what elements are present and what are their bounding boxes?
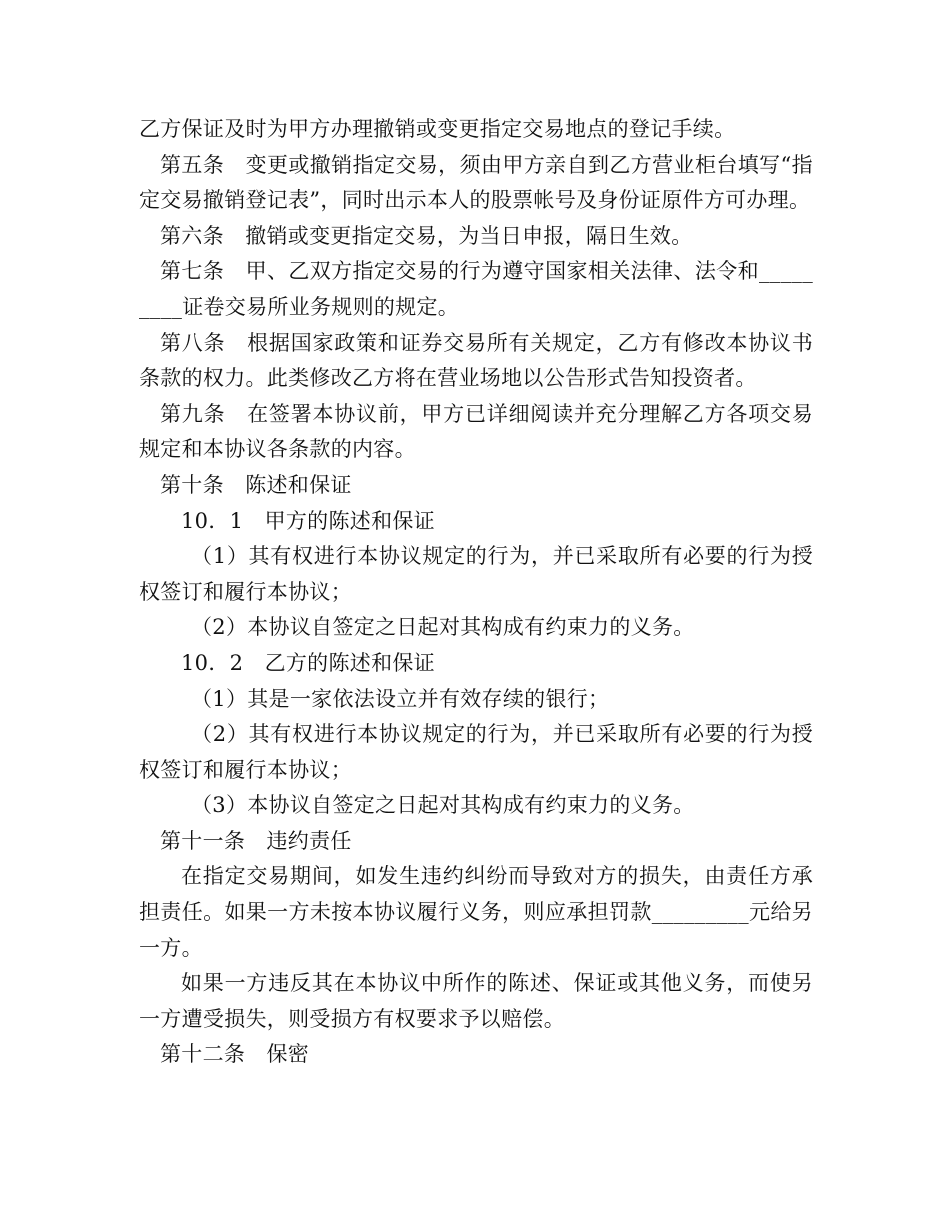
- paragraph-article-5: 第五条 变更或撤销指定交易，须由甲方亲自到乙方营业柜台填写“指定交易撤销登记表”，同时出示本人的股票帐号及身份证原件方可办理。: [139, 152, 813, 213]
- list-item: （2）其有权进行本协议规定的行为，并已采取所有必要的行为授权签订和履行本协议；: [139, 722, 813, 782]
- list-item: （3）本协议自签定之日起对其构成有约束力的义务。: [191, 793, 695, 818]
- subheading-10-1: 10．1 甲方的陈述和保证: [181, 508, 435, 533]
- paragraph: 乙方保证及时为甲方办理撤销或变更指定交易地点的登记手续。: [139, 117, 736, 141]
- paragraph-article-9: 第九条 在签署本协议前，甲方已详细阅读并充分理解乙方各项交易规定和本协议各条款的内容。: [139, 401, 813, 462]
- heading-article-11: 第十一条 违约责任: [160, 828, 352, 853]
- paragraph-liability-1: 在指定交易期间，如发生违约纠纷而导致对方的损失，由责任方承担责任。如果一方未按本协议履行义务，则应承担罚款_________元给另一方。: [139, 864, 813, 960]
- subheading-10-2: 10．2 乙方的陈述和保证: [181, 650, 435, 675]
- list-item: （2）本协议自签定之日起对其构成有约束力的义务。: [191, 615, 695, 640]
- list-item: （1）其有权进行本协议规定的行为，并已采取所有必要的行为授权签订和履行本协议；: [139, 544, 813, 604]
- heading-article-12: 第十二条 保密: [160, 1042, 310, 1067]
- paragraph-article-8: 第八条 根据国家政策和证券交易所有关规定，乙方有修改本协议书条款的权力。此类修改乙方将在营业场地以公告形式告知投资者。: [139, 330, 813, 391]
- heading-article-10: 第十条 陈述和保证: [160, 472, 352, 497]
- document-body: [139, 112, 813, 1073]
- paragraph-article-6: 第六条 撤销或变更指定交易，为当日申报，隔日生效。: [160, 223, 693, 248]
- paragraph-liability-2: 如果一方违反其在本协议中所作的陈述、保证或其他义务，而使另一方遭受损失，则受损方有权要求予以赔偿。: [139, 971, 813, 1031]
- paragraph-article-7: 第七条 甲、乙双方指定交易的行为遵守国家相关法律、法令和_________证卷交易所业务规则的规定。: [139, 259, 813, 319]
- list-item: （1）其是一家依法设立并有效存续的银行；: [191, 686, 610, 711]
